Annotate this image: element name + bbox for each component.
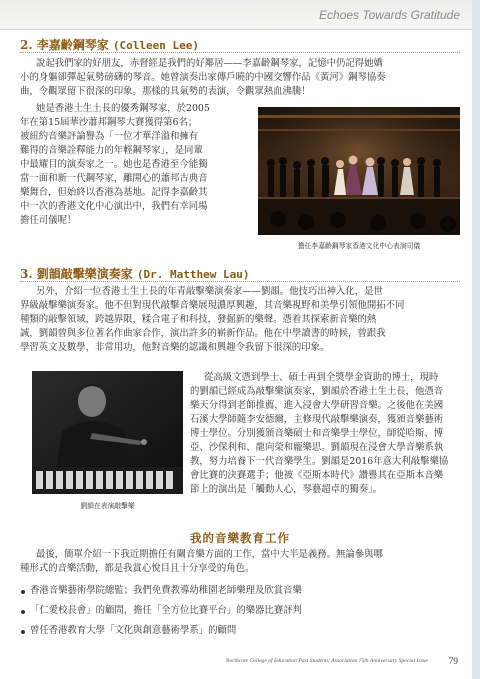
paragraph-line: 誠，劉韻曾與多位著名作曲家合作，演出許多的嶄新作品。他在中學讀書的時候，曾跟我: [20, 328, 386, 339]
paragraph-line: 曲，令觀眾留下很深的印象。那樣的具氣勢的表演，令觀眾熱血沸騰！: [20, 86, 311, 97]
paragraph-line: 中最耀目的演奏家之一。她也是香港至今能獨: [20, 159, 208, 170]
percussionist-photo: [32, 371, 183, 494]
section-3-name-en: (Dr. Matthew Lau): [136, 268, 250, 281]
paragraph-line: 另外，介紹一位香港土生土長的年青敲擊樂演奏家——劉韻。他技巧出神入化，是世: [36, 286, 383, 297]
page-number: 79: [448, 657, 458, 667]
paragraph-line: 學習英文及數學，非常用功，他對音樂的認識和興趣令我留下很深的印象。: [20, 342, 330, 353]
paragraph-line: 樂舞台，但始終以香港為基地。記得李嘉齡其: [20, 187, 208, 198]
paragraph-line: 說起我們家的好朋友，赤督經是我們的好鄰居——李嘉齡鋼琴家，記憶中仍記得她嬌: [36, 58, 383, 69]
paragraph-line: 被紐約音樂評論譽為「一位才華洋溢和擁有: [20, 131, 199, 142]
section-3-heading: [20, 265, 250, 282]
bullet-item: 曾任香港教育大學「文化與創意藝術學系」的顧問: [30, 625, 237, 636]
paragraph-line: 種形式的音樂活動，都是我賞心悅目且十分享受的角色。: [20, 563, 255, 574]
bullet-item: 「仁愛校長會」的顧問，擔任「全方位比賽平台」的樂器比賽評判: [30, 605, 302, 616]
photo-caption: 劉韻在表演敲擊樂: [80, 502, 135, 510]
paragraph-line: 年在第15屆華沙蕭邦鋼琴大賽獲得第6名；: [20, 117, 198, 128]
paragraph-line: 教，努力培養下一代音樂學生。劉韻是2016年意大利敲擊樂協: [190, 456, 449, 467]
section-2-number: 2.: [20, 38, 33, 52]
paragraph-line: 的劉韻已經成為敲擊樂演奏家，劉韻於香港土生土長，他憑音: [190, 386, 444, 397]
bullet-icon: [21, 630, 25, 634]
section-2-name: 李嘉齡鋼琴家: [36, 38, 109, 52]
bullet-item: 香港音樂藝術學院總監；我們免費教導幼稚園老師樂理及欣賞音樂: [30, 585, 302, 596]
paragraph-line: 會比賽的決賽選手；他被《亞斯本時代》讚譽其在亞斯本音樂: [190, 470, 444, 481]
bullet-icon: [21, 590, 25, 594]
paragraph-line: 亞、沙保利和、龍向榮和龐樂思。劉韻現在浸會大學音樂系執: [190, 442, 444, 453]
section-3-number: 3.: [20, 267, 33, 281]
paragraph-line: 節上的演出是「觸動人心，琴藝超卓的獨奏」。: [190, 484, 383, 495]
paragraph-line: 最後，簡單介紹一下我近期擔任有關音樂方面的工作，當中大半是義務。無論參與哪: [36, 549, 383, 560]
paragraph-line: 小的身軀卻彈起氣勢磅礴的琴音。她曾演奏出家傳戶曉的中國交響作品《黃河》鋼琴協奏: [20, 72, 386, 83]
paragraph-line: 石溪大學師隨李安德爾，主修現代敲擊樂演奏，獲頒音樂藝術: [190, 414, 444, 425]
paragraph-line: 擔任司儀呢！: [20, 215, 77, 226]
concert-stage-photo: [258, 107, 460, 235]
section-divider: [20, 281, 460, 282]
section-divider: [20, 52, 460, 53]
footer-publication: Northcote College of Education Past Students' Association 75th Anniversary Special Issue: [225, 658, 428, 664]
paragraph-line: 種類的敲擊領域，跨越界限，糅合電子和科技，發掘新的樂聲。憑着其探索新音樂的熱: [20, 314, 377, 325]
paragraph-line: 樂天分得到老師推薦，進入浸會大學研習音樂。之後他在美國: [190, 400, 444, 411]
bullet-icon: [21, 610, 25, 614]
section-2-heading: [20, 36, 199, 53]
paragraph-line: 從高級文憑到學士、碩士再到全獎學金資助的博士，現時: [204, 372, 439, 383]
paragraph-line: 她是香港土生土長的優秀鋼琴家，於2005: [36, 103, 210, 114]
paragraph-line: 當一面和新一代鋼琴家，離開心的蕭邦古典音: [20, 173, 208, 184]
running-title: Echoes Towards Gratitude: [319, 8, 460, 22]
paragraph-line: 難得的音樂詮釋能力的年輕鋼琴家」，是同輩: [20, 145, 203, 156]
paragraph-line: 中一次的香港文化中心演出中，我們有幸同場: [20, 201, 208, 212]
section-3-name: 劉韻敲擊樂演奏家: [36, 267, 133, 281]
paragraph-line: 界級敲擊樂演奏家。他不但對現代敲擊音樂展現濃厚興趣，其音樂視野和美學引領他開拓不同: [20, 300, 405, 311]
section-2-name-en: (Colleen Lee): [112, 39, 200, 52]
work-section-title: 我的音樂教育工作: [190, 531, 290, 545]
paragraph-line: 博士學位。分別獲頒音樂碩士和音樂學士學位，師從哈斯、博: [190, 428, 444, 439]
photo-caption: 擔任李嘉齡鋼琴家香港文化中心表演司儀: [297, 242, 421, 250]
decorative-stripe: [472, 0, 480, 679]
